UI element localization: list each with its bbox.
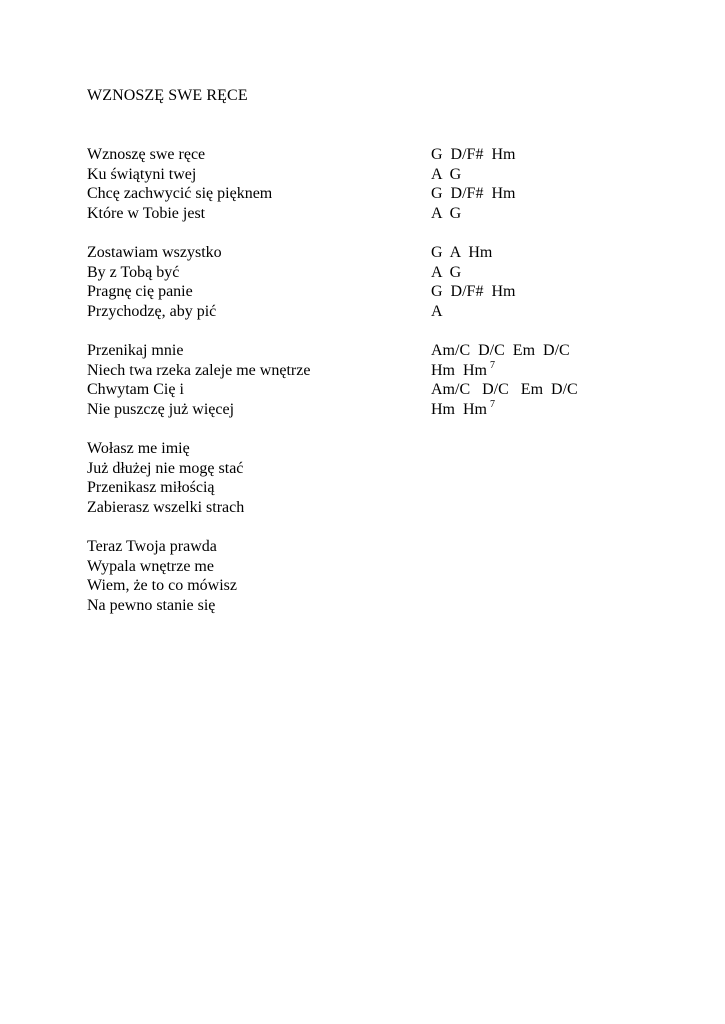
chord-text: G A Hm <box>431 244 493 261</box>
lyric-text: By z Tobą być <box>87 263 180 281</box>
song-line <box>87 498 647 518</box>
chord-text: G D/F# Hm <box>431 185 516 202</box>
chord-text: A <box>431 302 443 320</box>
lyric-text: Już dłużej nie mogę stać <box>87 459 244 477</box>
song-line <box>87 361 647 381</box>
song-line <box>87 537 647 557</box>
chord-text: A G <box>431 204 462 222</box>
lyric-text: Przenikaj mnie <box>87 342 184 359</box>
lyric-text: Pragnę cię panie <box>87 283 193 300</box>
song-line <box>87 439 647 459</box>
song-line <box>87 459 647 479</box>
lyric-text: Wołasz me imię <box>87 440 190 457</box>
lyric-text: Teraz Twoja prawda <box>87 538 217 555</box>
song-line <box>87 380 647 400</box>
lyric-text: Przychodzę, aby pić <box>87 302 217 320</box>
song-line <box>87 263 647 283</box>
chord-superscript: 7 <box>490 359 495 371</box>
lyric-text: Wypala wnętrze me <box>87 557 214 575</box>
lyric-text: Chwytam Cię i <box>87 381 184 398</box>
lyric-text: Chcę zachwycić się pięknem <box>87 185 273 202</box>
song-line <box>87 243 647 263</box>
stanza-2 <box>87 243 647 321</box>
song-line <box>87 400 647 420</box>
song-line <box>87 341 647 361</box>
lyric-text: Zabierasz wszelki strach <box>87 498 245 516</box>
lyric-text: Ku świątyni twej <box>87 165 197 183</box>
lyric-text: Które w Tobie jest <box>87 204 206 222</box>
song-line <box>87 302 647 322</box>
lyric-text: Niech twa rzeka zaleje me wnętrze <box>87 361 311 379</box>
chord-text: G D/F# Hm <box>431 146 516 163</box>
chord-superscript: 7 <box>490 398 495 410</box>
lyric-text: Zostawiam wszystko <box>87 244 222 261</box>
chord-text: Am/C D/C Em D/C <box>431 381 578 398</box>
chord-text: Am/C D/C Em D/C <box>431 342 570 359</box>
lyric-text: Nie puszczę już więcej <box>87 400 235 418</box>
song-title: WZNOSZĘ SWE RĘCE <box>87 87 248 104</box>
song-line <box>87 596 647 616</box>
stanza-1 <box>87 145 647 223</box>
chord-text: G D/F# Hm <box>431 283 516 300</box>
stanza-3 <box>87 341 647 419</box>
lyric-text: Na pewno stanie się <box>87 596 216 614</box>
song-line <box>87 165 647 185</box>
song-line <box>87 204 647 224</box>
song-line <box>87 282 647 302</box>
song-line <box>87 478 647 498</box>
chord-text: Hm Hm $^7$ <box>431 359 495 379</box>
lyric-text: Przenikasz miłością <box>87 479 215 496</box>
chord-text: A G <box>431 263 462 281</box>
chord-text: A G <box>431 165 462 183</box>
stanza-5 <box>87 537 647 615</box>
lyric-text: Wznoszę swe ręce <box>87 146 206 163</box>
stanza-4 <box>87 439 647 517</box>
lyric-text: Wiem, że to co mówisz <box>87 577 237 594</box>
song-line <box>87 557 647 577</box>
song-line <box>87 576 647 596</box>
chord-text: Hm Hm $^7$ <box>431 398 495 418</box>
song-line <box>87 145 647 165</box>
song-line <box>87 184 647 204</box>
